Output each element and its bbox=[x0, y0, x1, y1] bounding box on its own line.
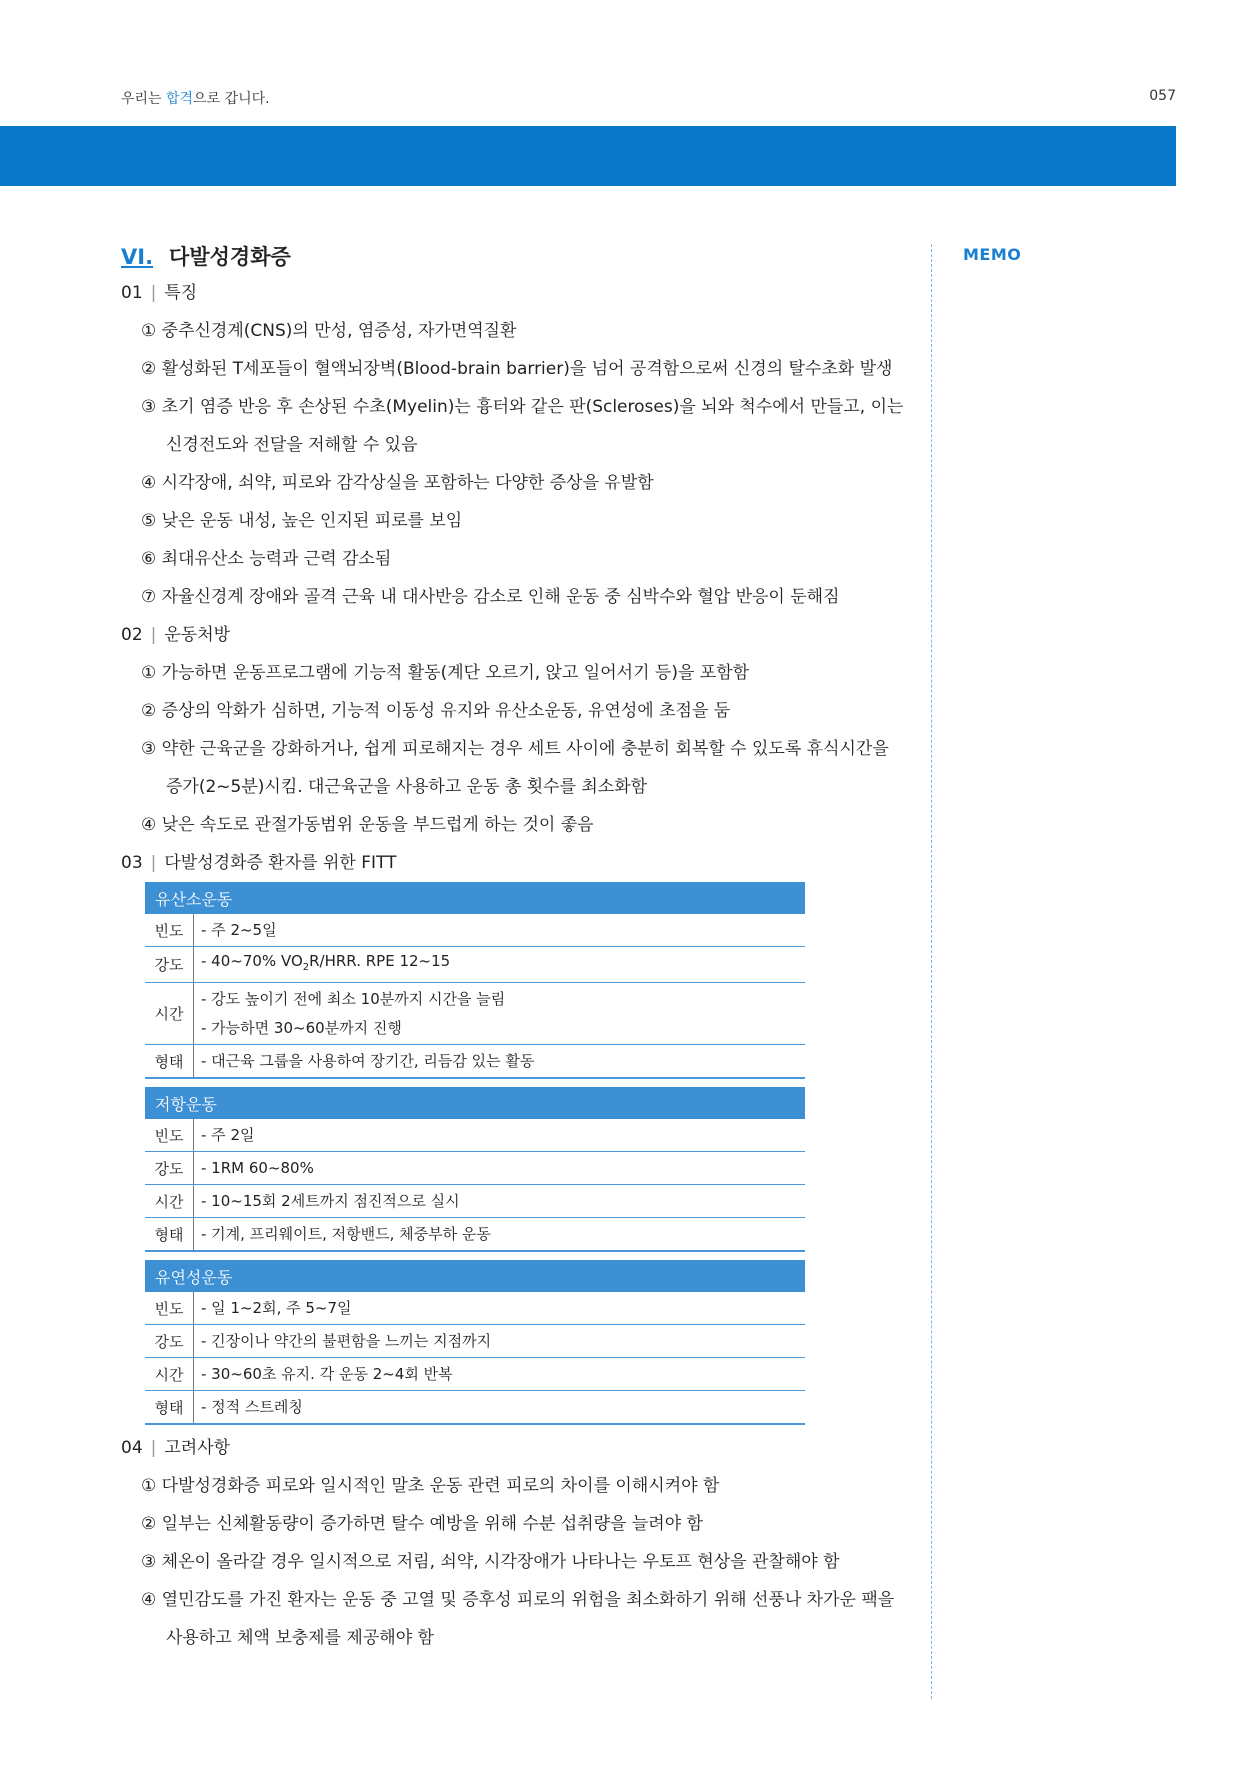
row-value: - 일 1~2회, 주 5~7일 bbox=[194, 1292, 806, 1325]
subsection-number: 03 bbox=[121, 853, 143, 873]
row-label: 강도 bbox=[145, 1325, 194, 1358]
subsection-04-heading: 04 | 고려사항 bbox=[121, 1438, 231, 1458]
row-value: - 주 2~5일 bbox=[194, 914, 806, 947]
list-item: ② 활성화된 T세포들이 혈액뇌장벽(Blood-brain barrier)을 넘어 공격함으로써 신경의 탈수초화 발생 bbox=[141, 359, 893, 379]
list-item: ① 다발성경화증 피로와 일시적인 말초 운동 관련 피로의 차이를 이해시켜야 함 bbox=[141, 1476, 720, 1496]
list-item: ① 중추신경계(CNS)의 만성, 염증성, 자가면역질환 bbox=[141, 321, 517, 341]
subsection-title: 다발성경화증 환자를 위한 FITT bbox=[164, 853, 397, 873]
row-label: 강도 bbox=[145, 947, 194, 983]
row-value: - 기계, 프리웨이트, 저항밴드, 체중부하 운동 bbox=[194, 1218, 806, 1252]
row-label: 시간 bbox=[145, 1358, 194, 1391]
running-header bbox=[121, 88, 270, 108]
list-item: ③ 약한 근육군을 강화하거나, 쉽게 피로해지는 경우 세트 사이에 충분히 회복할 수 있도록 휴식시간을 bbox=[141, 739, 889, 759]
subsection-title: 특징 bbox=[164, 283, 198, 303]
list-item: ④ 낮은 속도로 관절가동범위 운동을 부드럽게 하는 것이 좋음 bbox=[141, 815, 594, 835]
subsection-01-heading: 01 | 특징 bbox=[121, 283, 198, 303]
subsection-number: 01 bbox=[121, 283, 143, 303]
list-item-continuation: 증가(2~5분)시킴. 대근육군을 사용하고 운동 총 횟수를 최소화함 bbox=[166, 777, 648, 797]
header-band bbox=[0, 126, 1176, 186]
row-value: - 대근육 그룹을 사용하여 장기간, 리듬감 있는 활동 bbox=[194, 1045, 806, 1079]
subsection-title: 고려사항 bbox=[164, 1438, 231, 1458]
list-item: ② 증상의 악화가 심하면, 기능적 이동성 유지와 유산소운동, 유연성에 초점을 둠 bbox=[141, 701, 731, 721]
row-label: 시간 bbox=[145, 1185, 194, 1218]
list-item: ② 일부는 신체활동량이 증가하면 탈수 예방을 위해 수분 섭취량을 늘려야 함 bbox=[141, 1514, 703, 1534]
list-item: ⑥ 최대유산소 능력과 근력 감소됨 bbox=[141, 549, 392, 569]
row-label: 형태 bbox=[145, 1218, 194, 1252]
list-item: ③ 초기 염증 반응 후 손상된 수초(Myelin)는 흉터와 같은 판(Scleroses)을 뇌와 척수에서 만들고, 이는 bbox=[141, 397, 904, 417]
row-label: 빈도 bbox=[145, 914, 194, 947]
list-item: ④ 시각장애, 쇠약, 피로와 감각상실을 포함하는 다양한 증상을 유발함 bbox=[141, 473, 654, 493]
category-header-aerobic: 유산소운동 bbox=[145, 882, 805, 914]
subsection-02-heading: 02 | 운동처방 bbox=[121, 625, 231, 645]
row-label: 빈도 bbox=[145, 1119, 194, 1152]
list-item: ⑦ 자율신경계 장애와 골격 근육 내 대사반응 감소로 인해 운동 중 심박수와 혈압 반응이 둔해짐 bbox=[141, 587, 840, 607]
category-header-flexibility: 유연성운동 bbox=[145, 1260, 805, 1292]
list-item-continuation: 신경전도와 전달을 저해할 수 있음 bbox=[166, 435, 418, 455]
section-title-text: 다발성경화증 bbox=[169, 245, 291, 269]
subsection-title: 운동처방 bbox=[164, 625, 231, 645]
list-item: ① 가능하면 운동프로그램에 기능적 활동(계단 오르기, 앉고 일어서기 등)을 포함함 bbox=[141, 663, 750, 683]
list-item: ⑤ 낮은 운동 내성, 높은 인지된 피로를 보임 bbox=[141, 511, 463, 531]
subsection-03-heading: 03 | 다발성경화증 환자를 위한 FITT bbox=[121, 853, 397, 873]
header-highlight: 합격 bbox=[166, 91, 194, 107]
row-value: - 긴장이나 약간의 불편함을 느끼는 지점까지 bbox=[194, 1325, 806, 1358]
section-title bbox=[121, 240, 911, 274]
row-value: - 주 2일 bbox=[194, 1119, 806, 1152]
header-text: 우리는 bbox=[121, 91, 167, 107]
row-value: - 정적 스트레칭 bbox=[194, 1391, 806, 1425]
category-header-resistance: 저항운동 bbox=[145, 1087, 805, 1119]
row-label: 강도 bbox=[145, 1152, 194, 1185]
row-label: 형태 bbox=[145, 1391, 194, 1425]
row-value: - 1RM 60~80% bbox=[194, 1152, 806, 1185]
list-item-continuation: 사용하고 체액 보충제를 제공해야 함 bbox=[166, 1628, 434, 1648]
row-label: 형태 bbox=[145, 1045, 194, 1079]
memo-divider bbox=[931, 244, 932, 1699]
row-value: - 10~15회 2세트까지 점진적으로 실시 bbox=[194, 1185, 806, 1218]
subsection-number: 04 bbox=[121, 1438, 143, 1458]
section-number: VI. bbox=[121, 245, 154, 269]
header-text-end: 으로 갑니다. bbox=[193, 91, 270, 107]
main-content bbox=[121, 240, 911, 1657]
row-value: - 강도 높이기 전에 최소 10분까지 시간을 늘림 - 가능하면 30~60분까지 진행 bbox=[194, 983, 806, 1045]
page-number: 057 bbox=[1149, 88, 1176, 104]
list-item: ④ 열민감도를 가진 환자는 운동 중 고열 및 증후성 피로의 위험을 최소화하기 위해 선풍나 차가운 팩을 bbox=[141, 1590, 895, 1610]
row-label: 빈도 bbox=[145, 1292, 194, 1325]
row-value: - 40~70% $VO_2R$/HRR. RPE 12~15 bbox=[194, 947, 806, 983]
fitt-table bbox=[145, 882, 805, 1425]
memo-label: MEMO bbox=[963, 245, 1022, 264]
row-label: 시간 bbox=[145, 983, 194, 1045]
list-item: ③ 체온이 올라갈 경우 일시적으로 저림, 쇠약, 시각장애가 나타나는 우토프 현상을 관찰해야 함 bbox=[141, 1552, 840, 1572]
subsection-number: 02 bbox=[121, 625, 143, 645]
row-value: - 30~60초 유지. 각 운동 2~4회 반복 bbox=[194, 1358, 806, 1391]
